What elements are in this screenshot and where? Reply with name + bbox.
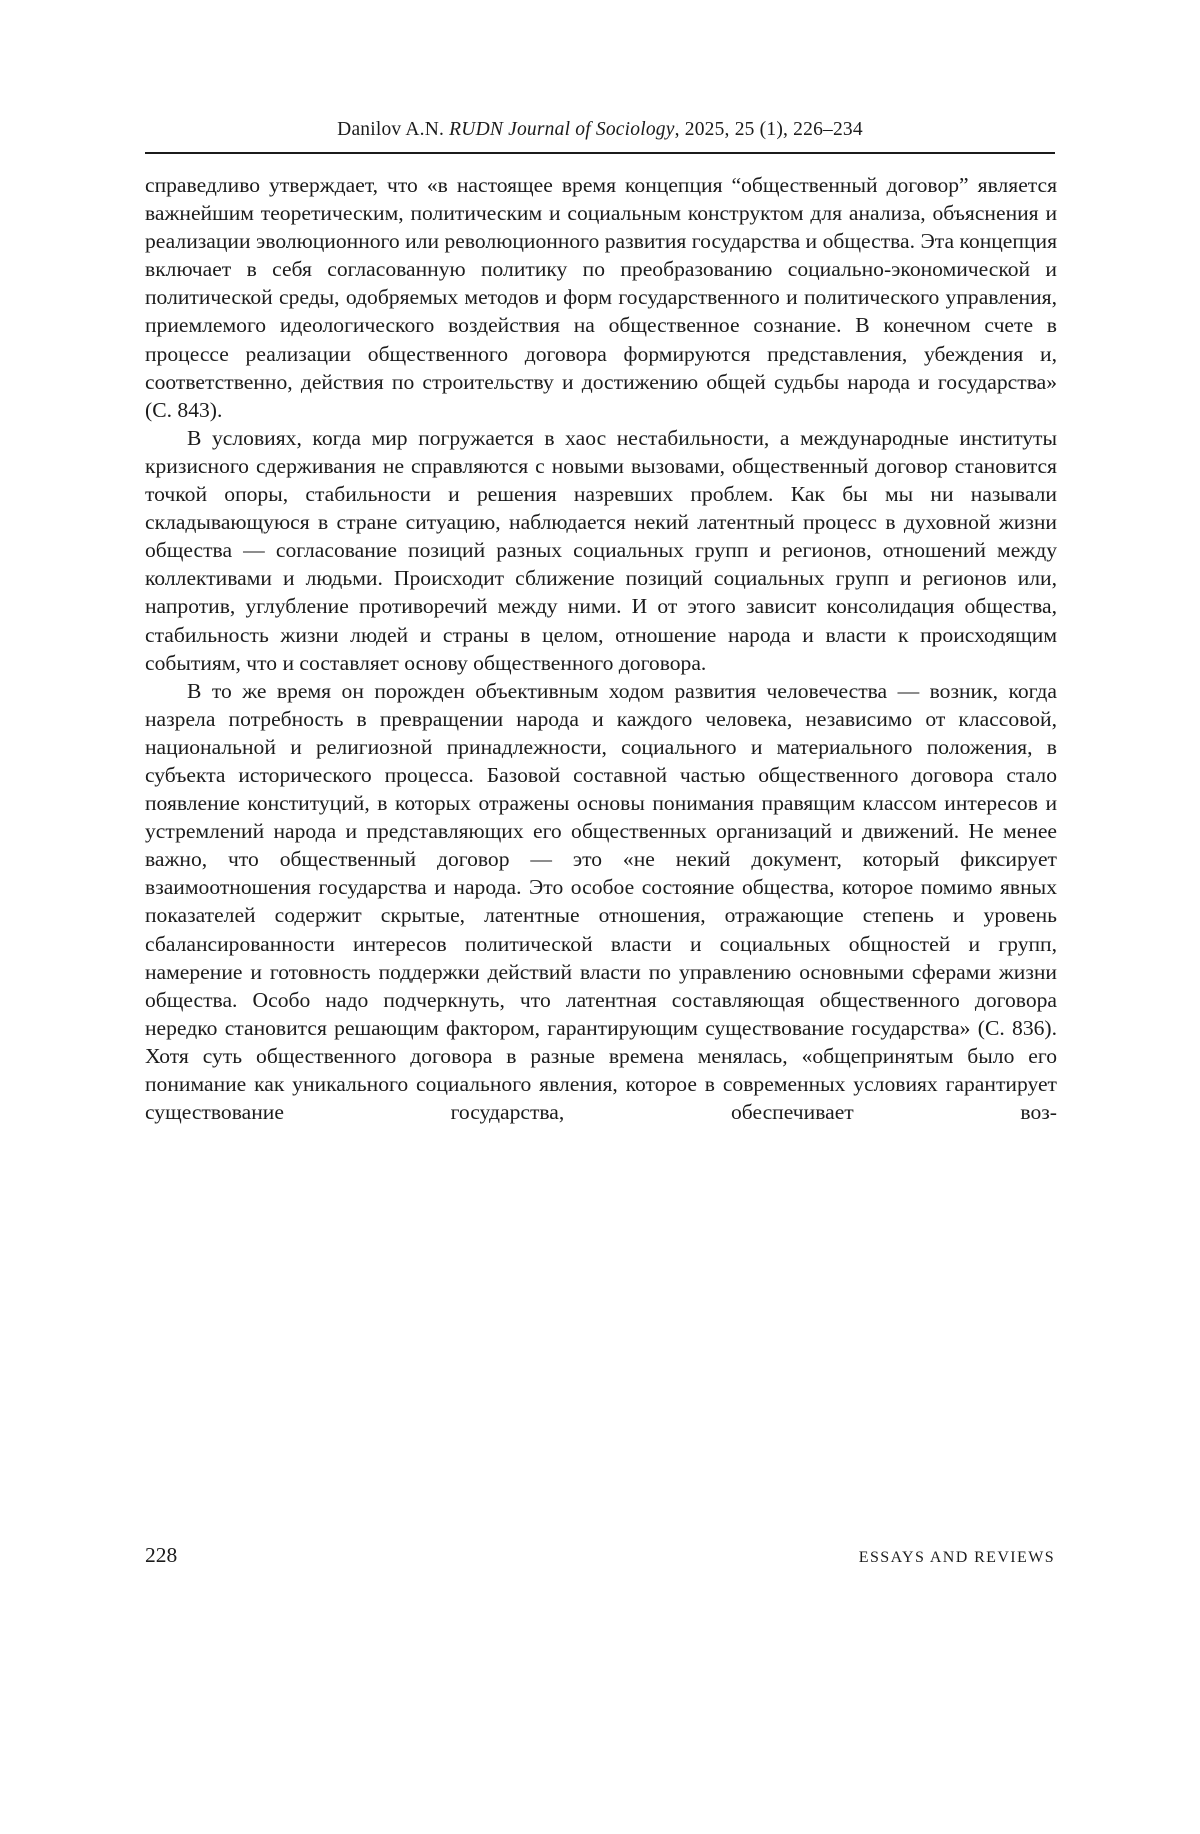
article-body — [145, 171, 1057, 1126]
running-header — [145, 119, 1055, 141]
page-number: 228 — [145, 1543, 178, 1567]
header-journal-title: RUDN Journal of Sociology — [449, 119, 675, 140]
page-footer — [145, 1543, 1055, 1568]
header-author: Danilov A.N. — [337, 119, 450, 140]
running-title: ESSAYS AND REVIEWS — [858, 1549, 1055, 1566]
paragraph: В то же время он порожден объективным ходом развития человечества — возник, когда назрела потребность в превращении народа и каждого человека, независимо от классовой, национальной и религиозной принадлежности, социального и материального положения, в субъекта исторического процесса. Базовой составной частью общественного договора стало появление конституций, в которых отражены основы понимания правящим классом интересов и устремлений народа и представляющих его общественных организаций и движений. Не менее важно, что общественный договор — это «не некий документ, который фиксирует взаимоотношения государства и народа. Это особое состояние общества, которое помимо явных показателей содержит скрытые, латентные отношения, отражающие степень и уровень сбалансированности интересов политической власти и социальных общностей и групп, намерение и готовность поддержки действий власти по управлению основными сферами жизни общества. Особо надо подчеркнуть, что латентная составляющая общественного договора нередко становится решающим фактором, гарантирующим существование государства» (С. 836). Хотя суть общественного договора в разные времена менялась, «общепринятым было его понимание как уникального социального явления, которое в современных условиях гарантирует существование государства, обеспечивает воз- — [145, 678, 1057, 1125]
paragraph: В условиях, когда мир погружается в хаос нестабильности, а международные институты кризисного сдерживания не справляются с новыми вызовами, общественный договор становится точкой опоры, стабильности и решения назревших проблем. Как бы мы ни называли складывающуюся в стране ситуацию, наблюдается некий латентный процесс в духовной жизни общества — согласование позиций разных социальных групп и регионов, отношений между коллективами и людьми. Происходит сближение позиций социальных групп и регионов или, напротив, углубление противоречий между ними. И от этого зависит консолидация общества, стабильность жизни людей и страны в целом, отношение народа и власти к происходящим событиям, что и составляет основу общественного договора. — [145, 425, 1057, 675]
header-rule — [145, 152, 1055, 154]
header-citation: , 2025, 25 (1), 226–234 — [674, 119, 863, 140]
paragraph: справедливо утверждает, что «в настоящее время концепция “общественный договор” является важнейшим теоретическим, политическим и социальным конструктом для анализа, объяснения и реализации эволюционного или революционного развития государства и общества. Эта концепция включает в себя согласованную политику по преобразованию социально-экономической и политической среды, одобряемых методов и форм государственного и политического управления, приемлемого идеологического воздействия на общественное сознание. В конечном счете в процессе реализации общественного договора формируются представления, убеждения и, соответственно, действия по строительству и достижению общей судьбы народа и государства» (С. 843). — [145, 173, 1057, 422]
